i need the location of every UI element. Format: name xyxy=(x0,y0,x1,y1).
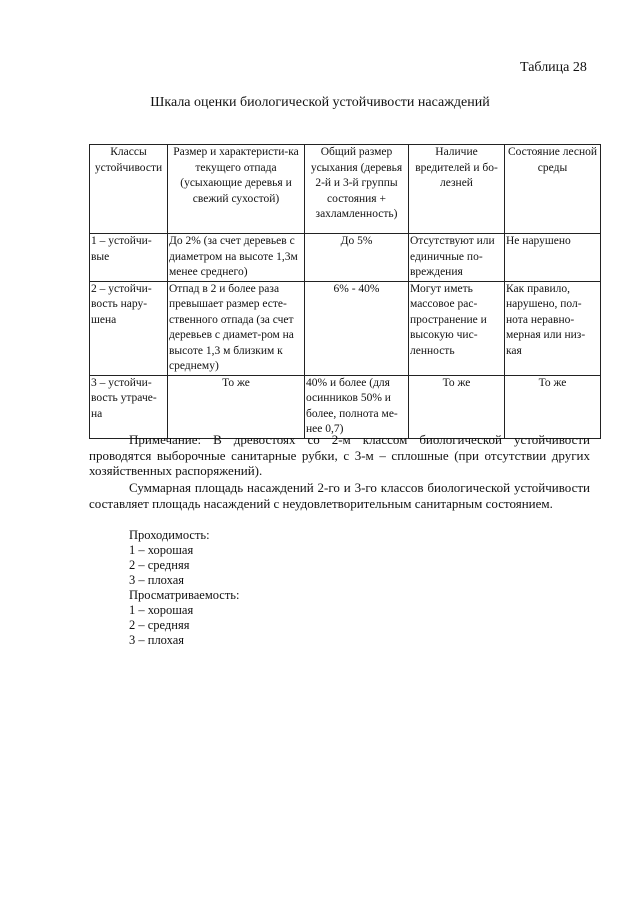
cell-dieback: 40% и более (для осинников 50% и более, полнота ме-нее 0,7) xyxy=(305,375,409,438)
cell-class: 3 – устойчи-вость утраче-на xyxy=(90,375,168,438)
cell-class: 2 – устойчи-вость нару-шена xyxy=(90,281,168,375)
passability-label: Проходимость: xyxy=(129,528,210,542)
cell-deadfall: До 2% (за счет деревьев с диаметром на высоте 1,3м менее среднего) xyxy=(168,234,305,282)
cell-environment: То же xyxy=(505,375,601,438)
table-title: Шкала оценки биологической устойчивости насаждений xyxy=(150,95,490,110)
visibility-item: 1 – хорошая xyxy=(129,603,194,617)
scales-list xyxy=(129,528,239,648)
cell-environment: Не нарушено xyxy=(505,234,601,282)
passability-item: 2 – средняя xyxy=(129,558,190,572)
cell-pests: То же xyxy=(409,375,505,438)
header-total-dieback: Общий размер усыхания (деревья 2-й и 3-й группы состояния + захламленность) xyxy=(305,145,409,234)
table-number: Таблица 28 xyxy=(520,60,587,75)
cell-pests: Могут иметь массовое рас-пространение и высокую чис-ленность xyxy=(409,281,505,375)
header-stability-class: Классы устойчивости xyxy=(90,145,168,234)
passability-item: 1 – хорошая xyxy=(129,543,194,557)
header-current-deadfall: Размер и характеристи-ка текущего отпада (усыхающие деревья и свежий сухостой) xyxy=(168,145,305,234)
stability-table xyxy=(89,144,601,439)
cell-pests: Отсутствуют или единичные по-вреждения xyxy=(409,234,505,282)
table-header-row xyxy=(90,145,601,234)
summary-paragraph xyxy=(89,480,590,511)
note-paragraph xyxy=(89,432,590,479)
table-row xyxy=(90,234,601,282)
cell-environment: Как правило, нарушено, пол-нота неравно-мерная или низ-кая xyxy=(505,281,601,375)
cell-deadfall: То же xyxy=(168,375,305,438)
passability-item: 3 – плохая xyxy=(129,573,184,587)
visibility-item: 3 – плохая xyxy=(129,633,184,647)
note-text: Примечание: В древостоях со 2-м классом биологической устойчивости проводятся выборочные санитарные рубки, с 3-м – сплошные (при отсутствии других хозяйственных распоряжений). xyxy=(89,432,590,478)
cell-dieback: До 5% xyxy=(305,234,409,282)
cell-dieback: 6% - 40% xyxy=(305,281,409,375)
visibility-label: Просматриваемость: xyxy=(129,588,240,602)
cell-class: 1 – устойчи-вые xyxy=(90,234,168,282)
header-forest-environment: Состояние лесной среды xyxy=(505,145,601,234)
summary-text: Суммарная площадь насаждений 2-го и 3-го классов биологической устойчивости составляет площадь насаждений с неудовлетворительным санитарным состоянием. xyxy=(89,480,590,511)
header-pests-diseases: Наличие вредителей и бо-лезней xyxy=(409,145,505,234)
visibility-item: 2 – средняя xyxy=(129,618,190,632)
table-row xyxy=(90,281,601,375)
table-row xyxy=(90,375,601,438)
cell-deadfall: Отпад в 2 и более раза превышает размер есте-ственного отпада (за счет деревьев с диамет-ром на высоте 1,3 м близким к среднему) xyxy=(168,281,305,375)
